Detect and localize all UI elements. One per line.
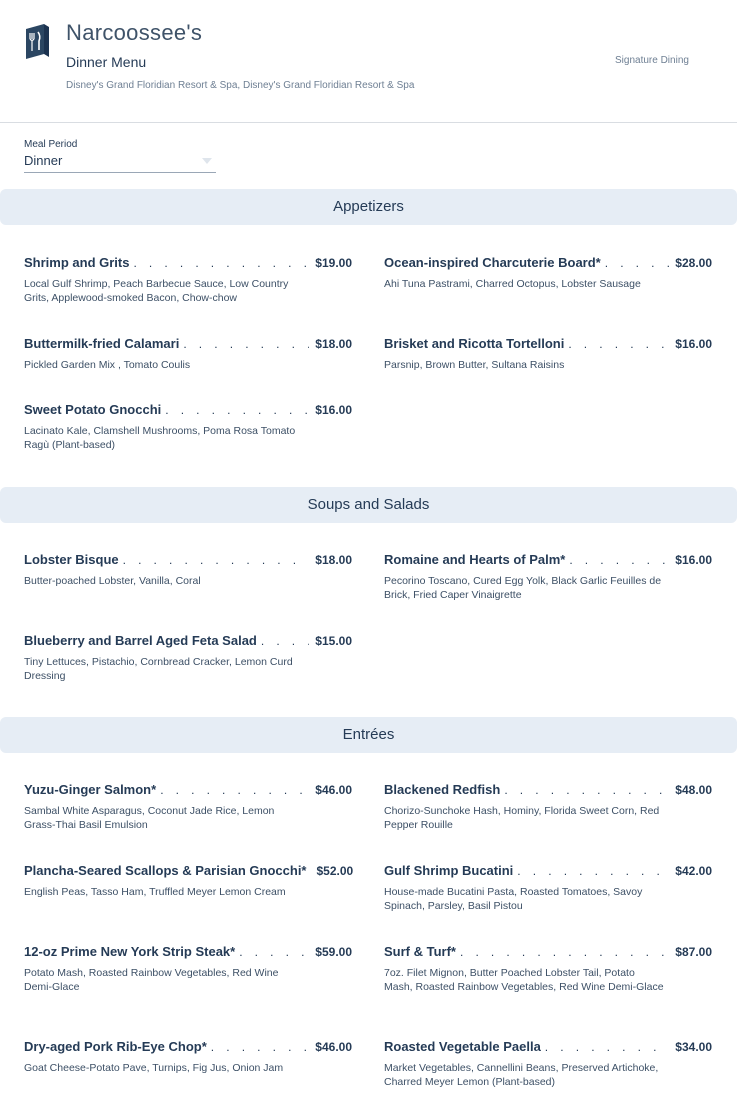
menu-item [384,255,712,291]
item-price: $34.00 [675,1040,712,1054]
item-description: Pecorino Toscano, Cured Egg Yolk, Black Garlic Feuilles de Brick, Fried Caper Vinaigrette [384,575,662,601]
leader-dots [211,1040,310,1054]
leader-dots [460,945,669,959]
leader-dots [239,945,309,959]
item-name: 12-oz Prime New York Strip Steak* [24,944,236,959]
item-description: Pickled Garden Mix , Tomato Coulis [24,359,191,371]
meal-period-label: Meal Period [24,139,78,150]
item-description: Goat Cheese-Potato Pave, Turnips, Fig Jus, Onion Jam [24,1062,284,1074]
item-name: Blueberry and Barrel Aged Feta Salad [24,633,257,648]
item-description: English Peas, Tasso Ham, Truffled Meyer Lemon Cream [24,886,286,898]
item-name: Ocean-inspired Charcuterie Board* [384,255,601,270]
menu-item [24,944,352,994]
leader-dots [183,337,309,351]
leader-dots [517,864,669,878]
meal-period-value: Dinner [24,153,63,168]
item-price: $16.00 [675,553,712,567]
restaurant-utensils-icon [24,24,51,59]
item-description: Parsnip, Brown Butter, Sultana Raisins [384,359,565,371]
menu-item [24,255,352,305]
leader-dots [605,256,670,270]
menu-item [24,552,352,588]
item-name: Dry-aged Pork Rib-Eye Chop* [24,1039,207,1054]
dining-type-label: Signature Dining [615,55,689,66]
item-price: $59.00 [315,945,352,959]
section-header-soups-and-salads: Soups and Salads [0,487,737,523]
item-name: Blackened Redfish [384,782,501,797]
leader-dots [504,783,669,797]
restaurant-name: Narcoossee's [66,20,203,45]
item-price: $18.00 [315,553,352,567]
item-price: $28.00 [675,256,712,270]
leader-dots [545,1040,670,1054]
menu-item [24,863,352,899]
item-name: Sweet Potato Gnocchi [24,402,162,417]
menu-item [24,1039,352,1075]
item-description: House-made Bucatini Pasta, Roasted Tomatoes, Savoy Spinach, Parsley, Basil Pistou [384,886,643,912]
menu-item [384,552,712,602]
item-description: 7oz. Filet Mignon, Butter Poached Lobster Tail, Potato Mash, Roasted Rainbow Vegetables, Red Wine Demi-Glace [384,967,664,993]
item-price: $52.00 [316,864,354,878]
item-price: $48.00 [675,783,712,797]
menu-item [24,633,352,683]
location-text: Disney's Grand Floridian Resort & Spa, Disney's Grand Floridian Resort & Spa [66,80,415,91]
item-name: Surf & Turf* [384,944,456,959]
section-header-entrees: Entrées [0,717,737,753]
meal-period-selector [24,139,216,173]
item-description: Tiny Lettuces, Pistachio, Cornbread Cracker, Lemon Curd Dressing [24,656,293,682]
menu-item [24,782,352,832]
leader-dots [569,553,669,567]
item-name: Romaine and Hearts of Palm* [384,552,566,567]
item-price: $16.00 [315,403,352,417]
item-description: Potato Mash, Roasted Rainbow Vegetables, Red Wine Demi-Glace [24,967,279,993]
chevron-down-icon [202,158,212,164]
menu-item [384,782,712,832]
leader-dots [165,403,309,417]
item-description: Market Vegetables, Cannellini Beans, Preserved Artichoke, Charred Meyer Lemon (Plant-based) [384,1062,659,1088]
item-name: Buttermilk-fried Calamari [24,336,180,351]
leader-dots [261,634,309,648]
leader-dots [133,256,309,270]
menu-title: Dinner Menu [66,54,147,70]
item-description: Lacinato Kale, Clamshell Mushrooms, Poma Rosa Tomato Ragù (Plant-based) [24,425,296,451]
menu-item [384,1039,712,1089]
item-name: Roasted Vegetable Paella [384,1039,541,1054]
item-description: Ahi Tuna Pastrami, Charred Octopus, Lobster Sausage [384,278,641,290]
item-name: Plancha-Seared Scallops & Parisian Gnocchi* [24,863,307,878]
item-price: $42.00 [675,864,712,878]
item-price: $18.00 [315,337,352,351]
leader-dots [123,553,310,567]
menu-item [24,336,352,372]
page-header [0,0,737,123]
menu-item [24,402,352,452]
item-price: $87.00 [675,945,712,959]
meal-period-dropdown[interactable] [24,152,216,173]
item-description: Chorizo-Sunchoke Hash, Hominy, Florida Sweet Corn, Red Pepper Rouille [384,805,660,831]
item-price: $19.00 [315,256,352,270]
item-description: Butter-poached Lobster, Vanilla, Coral [24,575,201,587]
item-name: Yuzu-Ginger Salmon* [24,782,157,797]
item-name: Gulf Shrimp Bucatini [384,863,514,878]
item-price: $46.00 [315,783,352,797]
item-description: Sambal White Asparagus, Coconut Jade Rice, Lemon Grass-Thai Basil Emulsion [24,805,275,831]
menu-item [384,863,712,913]
section-header-appetizers: Appetizers [0,189,737,225]
item-name: Lobster Bisque [24,552,119,567]
menu-item [384,336,712,372]
item-name: Shrimp and Grits [24,255,130,270]
leader-dots [160,783,309,797]
item-price: $15.00 [315,634,352,648]
leader-dots [568,337,669,351]
item-price: $16.00 [675,337,712,351]
menu-item [384,944,712,994]
item-price: $46.00 [315,1040,352,1054]
item-name: Brisket and Ricotta Tortelloni [384,336,565,351]
item-description: Local Gulf Shrimp, Peach Barbecue Sauce, Low Country Grits, Applewood-smoked Bacon, Chow-chow [24,278,289,304]
